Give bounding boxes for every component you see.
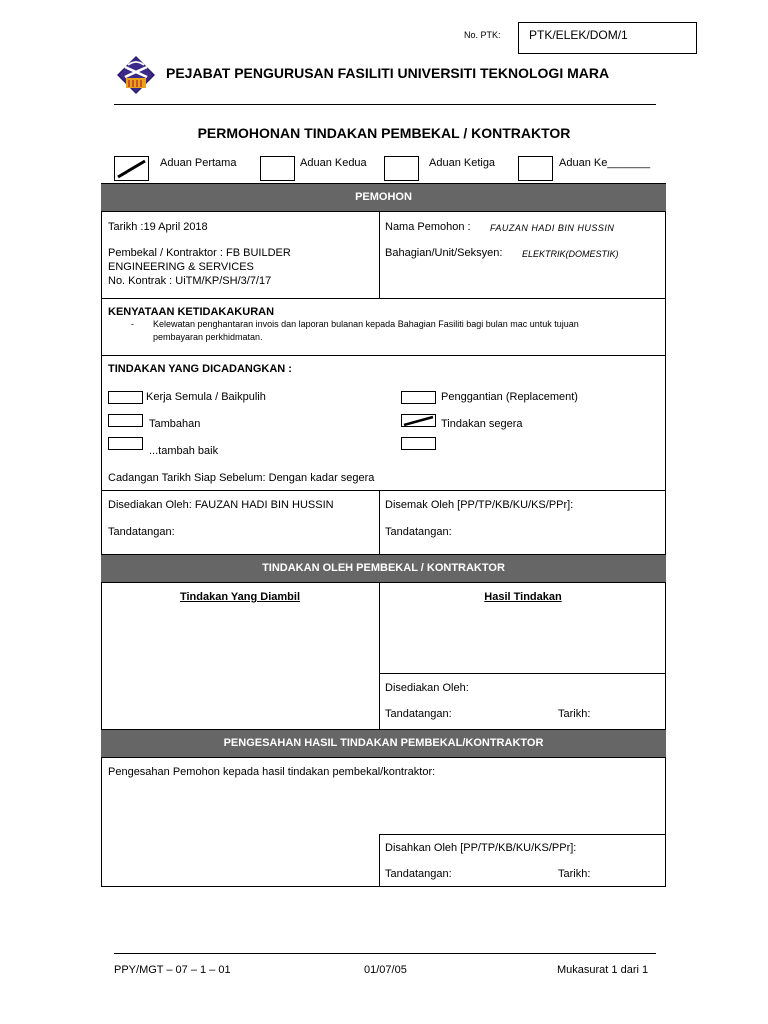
verification-date: Tarikh: [558,868,591,880]
footer-page: Mukasurat 1 dari 1 [557,964,649,976]
tambah-baik-label: ...tambah baik [149,445,219,457]
form-title: PERMOHONAN TINDAKAN PEMBEKAL / KONTRAKTOR [197,125,571,141]
verification-divider [379,834,666,835]
aduan-pertama-label: Aduan Pertama [160,157,237,169]
aduan-ke-checkbox[interactable] [518,156,553,181]
extra-option-checkbox[interactable] [401,437,436,450]
tindakan-segera-label: Tindakan segera [441,418,523,430]
action-divider [379,583,380,729]
reviewed-signature: Tandatangan: [385,526,452,538]
applicant-name-label: Nama Pemohon : [385,221,471,233]
prepared-by: Disediakan Oleh: FAUZAN HADI BIN HUSSIN [108,499,334,511]
header-divider [114,104,656,105]
contract-number: No. Kontrak : UiTM/KP/SH/3/7/17 [108,275,272,287]
checkmark-slash-icon [115,157,148,180]
statement-bullet: - [131,319,134,329]
ptk-value: PTK/ELEK/DOM/1 [529,28,628,42]
action-taken-heading: Tindakan Yang Diambil [179,591,301,603]
prepared-divider [379,490,380,554]
row-divider [101,355,666,356]
applicant-name-value: FAUZAN HADI BIN HUSSIN [490,223,615,233]
supplier-line-1: Pembekal / Kontraktor : FB BUILDER [108,247,291,259]
statement-line-1: Kelewatan penghantaran invois dan laporan bulanan kepada Bahagian Fasiliti bagi bulan mac untuk tujuan [153,319,579,329]
row-divider [101,298,666,299]
result-divider [379,673,666,674]
ptk-label: No. PTK: [464,30,501,40]
uitm-logo [116,55,156,95]
aduan-ke-label: Aduan Ke_______ [559,157,651,169]
penggantian-checkbox[interactable] [401,391,436,404]
row-divider [101,490,666,491]
footer-code: PPY/MGT – 07 – 1 – 01 [114,964,231,976]
section-pemohon-header: PEMOHON [101,183,666,212]
action-date: Tarikh: [558,708,591,720]
pemohon-divider [379,212,380,298]
footer-date: 01/07/05 [364,964,407,976]
prepared-signature: Tandatangan: [108,526,175,538]
unit-label: Bahagian/Unit/Seksyen: [385,247,503,259]
statement-line-2: pembayaran perkhidmatan. [153,332,263,342]
action-result-heading: Hasil Tindakan [484,591,562,603]
aduan-ketiga-checkbox[interactable] [384,156,419,181]
verification-vdivider [379,834,380,886]
section-verification-header: PENGESAHAN HASIL TINDAKAN PEMBEKAL/KONTRAKTOR [101,729,666,758]
supplier-line-2: ENGINEERING & SERVICES [108,261,254,273]
reviewed-by: Disemak Oleh [PP/TP/KB/KU/KS/PPr]: [385,499,574,511]
kerja-semula-checkbox[interactable] [108,391,143,404]
unit-value: ELEKTRIK(DOMESTIK) [522,249,619,259]
approved-by: Disahkan Oleh [PP/TP/KB/KU/KS/PPr]: [385,842,577,854]
footer-divider [114,953,656,954]
verification-signature: Tandatangan: [385,868,452,880]
aduan-kedua-label: Aduan Kedua [300,157,367,169]
ptk-box[interactable] [518,22,697,54]
section-contractor-header: TINDAKAN OLEH PEMBEKAL / KONTRAKTOR [101,554,666,583]
aduan-kedua-checkbox[interactable] [260,156,295,181]
request-date: Tarikh :19 April 2018 [108,221,208,233]
aduan-pertama-checkbox[interactable] [114,156,149,181]
action-signature: Tandatangan: [385,708,452,720]
proposed-heading: TINDAKAN YANG DICADANGKAN : [108,363,292,375]
tambahan-checkbox[interactable] [108,414,143,427]
verification-text: Pengesahan Pemohon kepada hasil tindakan pembekal/kontraktor: [108,766,436,778]
org-name: PEJABAT PENGURUSAN FASILITI UNIVERSITI TEKNOLOGI MARA [166,65,610,81]
tambah-baik-checkbox[interactable] [108,437,143,450]
form-table [101,183,666,887]
statement-heading: KENYATAAN KETIDAKAKURAN [108,306,275,318]
action-prepared-by: Disediakan Oleh: [385,682,469,694]
kerja-semula-label: Kerja Semula / Baikpulih [146,391,266,403]
tambahan-label: Tambahan [149,418,201,430]
completion-date: Cadangan Tarikh Siap Sebelum: Dengan kadar segera [108,472,375,484]
aduan-ketiga-label: Aduan Ketiga [429,157,496,169]
checkmark-slash-icon [402,415,435,426]
penggantian-label: Penggantian (Replacement) [441,391,578,403]
tindakan-segera-checkbox[interactable] [401,414,436,427]
